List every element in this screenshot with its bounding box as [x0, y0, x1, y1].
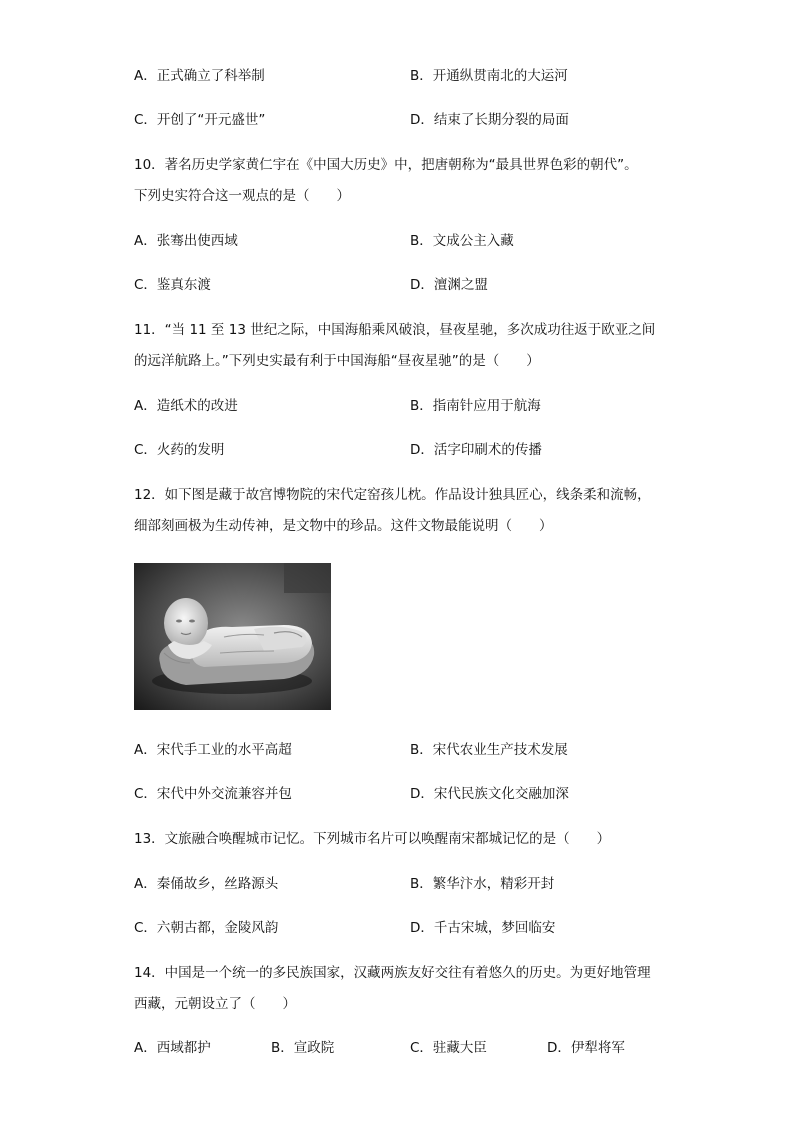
q11-stem-line2: 的远洋航路上。”下列史实最有利于中国海船“昼夜星驰”的是（ ）: [134, 353, 540, 369]
q13-option-a: A．秦俑故乡，丝路源头: [134, 876, 279, 892]
q11-option-a: A．造纸术的改进: [134, 398, 238, 414]
q11-option-c: C．火药的发明: [134, 442, 225, 458]
q10-stem-line1: 10．著名历史学家黄仁宇在《中国大历史》中，把唐朝称为“最具世界色彩的朝代”。: [134, 157, 638, 173]
q14-stem-line2: 西藏，元朝设立了（ ）: [134, 996, 296, 1012]
child-pillow-photo: [134, 563, 331, 710]
q9-option-c: C．开创了“开元盛世”: [134, 112, 266, 128]
q9-option-b: B．开通纵贯南北的大运河: [410, 68, 568, 84]
q13-option-d: D．千古宋城，梦回临安: [410, 920, 556, 936]
q10-stem-line2: 下列史实符合这一观点的是（ ）: [134, 188, 350, 204]
q12-option-c: C．宋代中外交流兼容并包: [134, 786, 292, 802]
q12-option-a: A．宋代手工业的水平高超: [134, 742, 292, 758]
q11-stem-line1: 11．“当 11 至 13 世纪之际，中国海船乘风破浪，昼夜星驰，多次成功往返于欧亚之间: [134, 322, 656, 338]
q14-option-b: B．宣政院: [271, 1040, 335, 1056]
q13-stem-line1: 13．文旅融合唤醒城市记忆。下列城市名片可以唤醒南宋都城记忆的是（ ）: [134, 831, 611, 847]
q10-option-b: B．文成公主入藏: [410, 233, 514, 249]
q9-option-a: A．正式确立了科举制: [134, 68, 265, 84]
q10-option-d: D．澶渊之盟: [410, 277, 488, 293]
q12-stem-line1: 12．如下图是藏于故宫博物院的宋代定窑孩儿枕。作品设计独具匠心，线条柔和流畅，: [134, 487, 651, 503]
q11-option-d: D．活字印刷术的传播: [410, 442, 542, 458]
q14-option-a: A．西域都护: [134, 1040, 211, 1056]
q14-option-c: C．驻藏大臣: [410, 1040, 487, 1056]
q10-option-c: C．鉴真东渡: [134, 277, 211, 293]
q12-stem-line2: 细部刻画极为生动传神，是文物中的珍品。这件文物最能说明（ ）: [134, 518, 553, 534]
q14-stem-line1: 14．中国是一个统一的多民族国家，汉藏两族友好交往有着悠久的历史。为更好地管理: [134, 965, 651, 981]
q10-option-a: A．张骞出使西域: [134, 233, 238, 249]
q13-option-b: B．繁华汴水，精彩开封: [410, 876, 555, 892]
q13-option-c: C．六朝古都，金陵风韵: [134, 920, 279, 936]
q12-option-d: D．宋代民族文化交融加深: [410, 786, 569, 802]
q12-option-b: B．宋代农业生产技术发展: [410, 742, 568, 758]
q9-option-d: D．结束了长期分裂的局面: [410, 112, 569, 128]
q14-option-d: D．伊犁将军: [547, 1040, 625, 1056]
q11-option-b: B．指南针应用于航海: [410, 398, 541, 414]
